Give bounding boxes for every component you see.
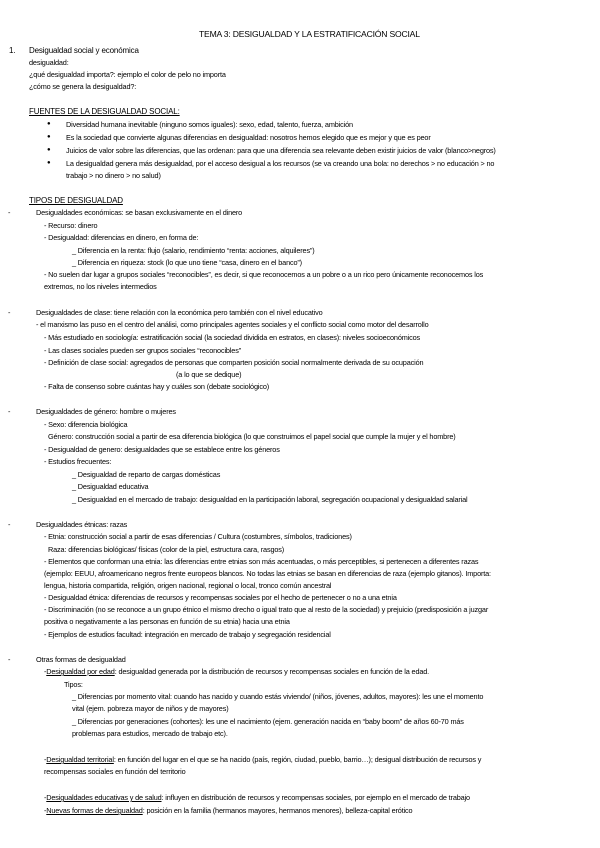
text-line: recompensas sociales en función del territorio (44, 767, 186, 776)
underlined-term: Desigualdades educativas y de salud (46, 793, 162, 802)
text-line: ¿cómo se genera la desigualdad?: (29, 82, 137, 91)
bullet-icon: ● (47, 134, 51, 140)
bullet-icon: ● (47, 147, 51, 153)
fuentes-heading: FUENTES DE LA DESIGUALDAD SOCIAL: (29, 107, 180, 116)
text-line: desigualdad: (29, 58, 69, 67)
text-line: -Desigualdad territorial: en función del lugar en el que se ha nacido (país, región, ciudad, pueblo, barrio…); desigual distribución de recursos y (44, 755, 482, 764)
bullet-icon: ● (47, 121, 51, 127)
page-title: TEMA 3: DESIGUALDAD Y LA ESTRATIFICACIÓN SOCIAL (199, 29, 420, 39)
text-line: - Discriminación (no se reconoce a un grupo étnico el mismo drecho o igual trato que al resto de la sociedad) y prejuicio (predisposición a juzgar (44, 605, 489, 614)
text-line: -Desigualdades educativas y de salud: influyen en distribución de recursos y recompensas sociales, por ejemplo en el mercado de trabajo (44, 793, 470, 802)
text-line: _ Diferencias por momento vital: cuando has nacido y cuando estás viviendo/ (niños, jóvenes, adultos, mayores): les une el momento (72, 692, 484, 701)
list-item: trabajo > no dinero > no salud) (66, 171, 161, 180)
text-line: - el marxismo las puso en el centro del análisi, como principales agentes sociales y el conflicto social como motor del desarrollo (36, 320, 429, 329)
subsection-heading: Desigualdades de clase: tiene relación con la económica pero también con el nivel educativo (36, 308, 323, 317)
text-line: Raza: diferencias biológicas/ físicas (color de la piel, estructura cara, rasgos) (48, 545, 285, 554)
text-line: - Más estudiado en sociología: estratificación social (la sociedad dividida en estratos, en clases): niveles socioeconómicos (44, 333, 421, 342)
text-line: _ Diferencia en riqueza: stock (lo que uno tiene “casa, dinero en el banco”) (72, 258, 302, 267)
dash-marker: - (8, 208, 11, 217)
bullet-icon: ● (47, 160, 51, 166)
text-line: -Nuevas formas de desigualdad: posición en la familia (hermanos mayores, hermanos menores), belleza-capital erótico (44, 806, 413, 815)
text-line: _ Desigualdad en el mercado de trabajo: desigualdad en la participación laboral, segregación ocupacional y desigualdad salarial (72, 495, 468, 504)
text-line: Género: construcción social a partir de esa diferencia biológica (lo que construimos el papel social que cumple la mujer y el hombre) (48, 432, 456, 441)
dash-marker: - (8, 520, 11, 529)
text-line: positiva o negativamente a las personas en función de su etnia) hacia una etnia (44, 617, 290, 626)
text-line: - Etnia: construcción social a partir de esas diferencias / Cultura (costumbres, símbolos, tradiciones) (44, 532, 352, 541)
dash-marker: - (8, 655, 11, 664)
underlined-term: Desigualdad territorial (46, 755, 114, 764)
tipos-heading: TIPOS DE DESIGUALDAD (29, 196, 123, 205)
text-line: - Desigualdad étnica: diferencias de recursos y recompensas sociales por el hecho de pertenecer o no a una etnia (44, 593, 397, 602)
term-definition: : en función del lugar en el que se ha nacido (país, región, ciudad, pueblo, barrio…); desigual distribución de recursos y (113, 755, 482, 764)
list-item: La desigualdad genera más desigualdad, por el acceso desigual a los recursos (se va creando una bola: no derechos > no educación > no (66, 159, 495, 168)
text-line: - Elementos que conforman una etnia: las diferencias entre etnias son más acentuadas, o más perceptibles, si pertenecen a diferentes razas (44, 557, 479, 566)
text-line: lengua, historia compartida, religión, origen nacional, regional o local, tronco común ancestral (44, 581, 332, 590)
list-item: Diversidad humana inevitable (ninguno somos iguales): sexo, edad, talento, fuerza, ambición (66, 120, 353, 129)
underlined-term: Desigualdad por edad (46, 667, 115, 676)
text-line: - Estudios frecuentes: (44, 457, 112, 466)
list-item: Juicios de valor sobre las diferencias, que las ordenan: para que una diferencia sea relevante deben existir juicios de valor (blanco>negros) (66, 146, 496, 155)
subsection-heading: Otras formas de desigualdad (36, 655, 126, 664)
text-line: -Desigualdad por edad: desigualdad generada por la distribución de recursos y recompensas sociales en función de la edad. (44, 667, 430, 676)
text-line: vital (ejem. pobreza mayor de niños y de mayores) (72, 704, 229, 713)
text-line: - Las clases sociales pueden ser grupos sociales “reconocibles” (44, 346, 241, 355)
text-line: - Sexo: diferencia biológica (44, 420, 128, 429)
text-line: Tipos: (64, 680, 83, 689)
text-line: _ Diferencia en la renta: flujo (salario, rendimiento “renta: acciones, alquileres”) (72, 246, 315, 255)
dash-marker: - (8, 308, 11, 317)
section-number: 1. (9, 46, 16, 55)
dash-marker: - (8, 407, 11, 416)
text-line: ¿qué desigualdad importa?: ejemplo el color de pelo no importa (29, 70, 226, 79)
text-line: _ Diferencias por generaciones (cohortes): les une el nacimiento (ejem. generación nacida en “baby boom” de años 60-70 más (72, 717, 464, 726)
text-line: (a lo que se dedique) (176, 370, 242, 379)
section-heading: Desigualdad social y económica (29, 46, 139, 55)
text-line: - Ejemplos de estudios facultad: integración en mercado de trabajo y segregación residencial (44, 630, 331, 639)
list-item: Es la sociedad que convierte algunas diferencias en desigualdad: nosotros hemos elegido que es mejor y que es peor (66, 133, 431, 142)
subsection-heading: Desigualdades económicas: se basan exclusivamente en el dinero (36, 208, 243, 217)
text-line: - Falta de consenso sobre cuántas hay y cuáles son (debate sociológico) (44, 382, 270, 391)
text-line: - Recurso: dinero (44, 221, 98, 230)
text-line: extremos, no los niveles intermedios (44, 282, 157, 291)
underlined-term: Nuevas formas de desigualdad (46, 806, 143, 815)
text-line: _ Desigualdad de reparto de cargas domésticas (72, 470, 221, 479)
text-line: problemas para estudios, mercado de trabajo etc). (72, 729, 228, 738)
text-line: - Desigualdad de genero: desigualdades que se establece entre los géneros (44, 445, 280, 454)
text-line: (ejemplo: EEUU, afroamericano negros frente europeos blancos. No todas las etnias se basan en diferencias de raza (ejemplo gitanos). Importa: (44, 569, 491, 578)
text-line: - No suelen dar lugar a grupos sociales “reconocibles”, es decir, si que reconocemos a un pobre o a un rico pero únicamente reconocemos los (44, 270, 484, 279)
text-line: _ Desigualdad educativa (72, 482, 149, 491)
term-definition: : influyen en distribución de recursos y recompensas sociales, por ejemplo en el mercado de trabajo (161, 793, 470, 802)
term-definition: : posición en la familia (hermanos mayores, hermanos menores), belleza-capital erótico (142, 806, 413, 815)
term-definition: : desigualdad generada por la distribución de recursos y recompensas sociales en función de la edad. (114, 667, 430, 676)
subsection-heading: Desigualdades de género: hombre o mujeres (36, 407, 176, 416)
text-line: - Desigualdad: diferencias en dinero, en forma de: (44, 233, 199, 242)
subsection-heading: Desigualdades étnicas: razas (36, 520, 128, 529)
text-line: - Definición de clase social: agregados de personas que comparten posición social normalmente derivada de su ocupación (44, 358, 424, 367)
